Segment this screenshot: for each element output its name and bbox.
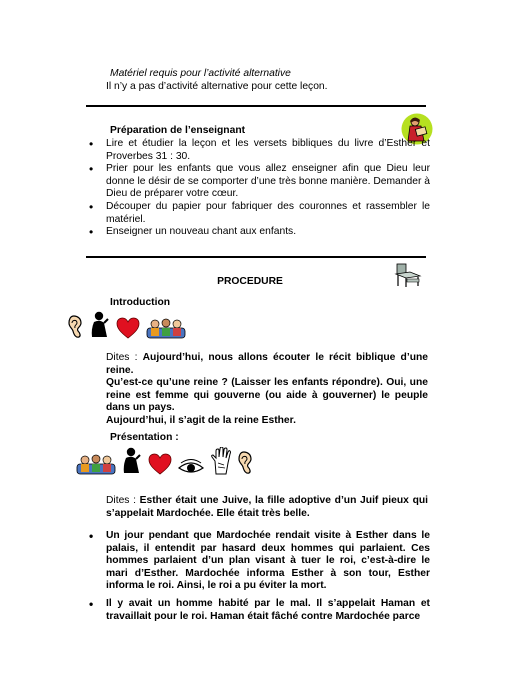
intro-line-1: Aujourd’hui, nous allons écouter le récit biblique d’une reine. [106,352,429,376]
ear-icon [68,315,84,344]
presentation-heading: Présentation : [110,432,179,443]
children-group-icon [76,453,116,480]
list-item: • Lire et étudier la leçon et les versets bibliques du livre d’Esther et Proverbes 31 : 30. [86,138,430,163]
hand-icon [210,447,232,480]
prep-heading: Préparation de l’enseignant [110,125,246,136]
intro-prefix: Dites : [106,352,143,363]
presentation-text: Esther était une Juive, la fille adoptive d’un Juif pieux qui s’appelait Mardochée. Elle était très belle. [106,495,429,519]
school-desk-icon [394,262,422,288]
presentation-icons [76,447,254,480]
procedure-title: PROCEDURE [217,276,283,287]
heart-icon [116,317,140,344]
ear-icon [238,451,254,480]
story-list [86,598,430,623]
intro-paragraph [106,352,428,428]
story-list [86,530,430,593]
presentation-paragraph [106,495,428,520]
list-item: • Prier pour les enfants que vous allez enseigner afin que Dieu leur donne le désir de se comporter d’une très bonne manière. Demander à Dieu de préparer votre cœur. [86,163,430,201]
list-item: • Découper du papier pour fabriquer des couronnes et rassembler le matériel. [86,201,430,226]
intro-line-2: Qu’est-ce qu’une reine ? (Laisser les enfants répondre). Oui, une reine est femme qui gouverne (ou aide à gouverner) le peuple dans un pays. [106,377,428,414]
presentation-prefix: Dites : [106,495,140,506]
divider [86,105,426,107]
intro-heading: Introduction [110,297,171,308]
divider [86,256,426,258]
praying-person-icon [90,311,110,344]
alt-activity-heading: Matériel requis pour l’activité alternative [110,68,291,79]
list-item: • Enseigner un nouveau chant aux enfants. [86,226,430,239]
prep-list [86,138,430,239]
heart-icon [148,453,172,480]
alt-activity-text: Il n’y a pas d’activité alternative pour cette leçon. [106,81,328,92]
children-group-icon [146,317,186,344]
intro-line-3: Aujourd’hui, il s’agit de la reine Esther. [106,414,296,426]
eye-icon [178,459,204,480]
praying-person-icon [122,447,142,480]
list-item: • Un jour pendant que Mardochée rendait visite à Esther dans le palais, il entendit par hasard deux hommes qui parlaient. Ces hommes parlaient d’un plan visant à tuer le roi, c’est-à-dire le mari d’Esther. Mardochée informa Esther à son tour, Esther informa le roi. Ainsi, le roi a pu éviter la mort. [86,530,430,593]
list-item: • Il y avait un homme habité par le mal. Il s’appelait Haman et travaillait pour le roi. Haman était fâché contre Mardochée parce [86,598,430,623]
intro-icons [68,311,186,344]
